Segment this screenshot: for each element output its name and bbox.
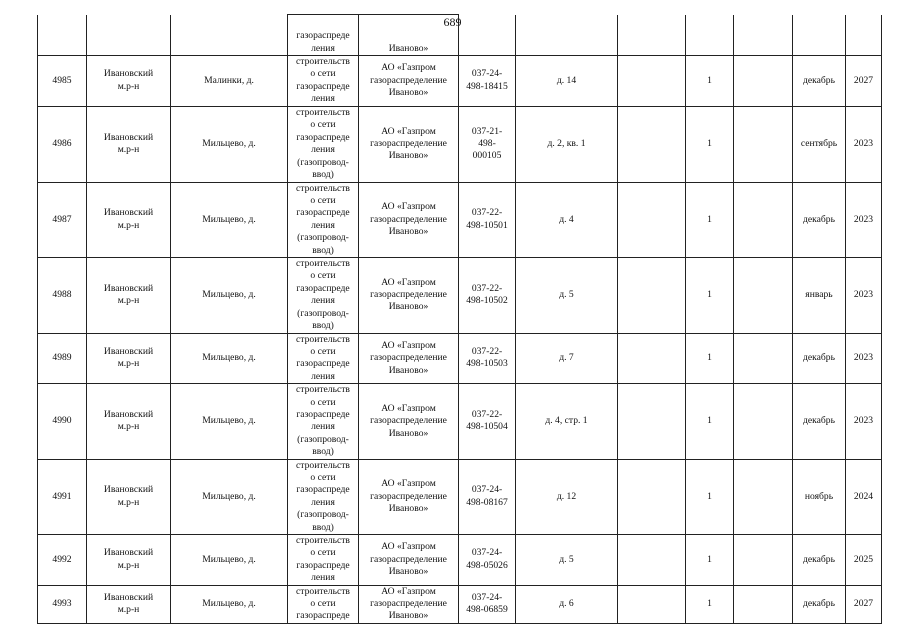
table-row bbox=[38, 182, 882, 257]
work-type-cell-line: (газопровод- bbox=[297, 232, 349, 244]
organization-cell-line: газораспределение bbox=[370, 415, 447, 427]
empty-cell bbox=[734, 182, 793, 257]
work-type-cell bbox=[288, 333, 359, 384]
settlement-cell: Мильцево, д. bbox=[171, 333, 288, 384]
month-cell: декабрь bbox=[793, 535, 846, 586]
empty-cell bbox=[734, 258, 793, 333]
district-cell-line: Ивановский bbox=[103, 408, 154, 420]
year-cell: 2024 bbox=[846, 459, 882, 534]
district-cell-line: Ивановский bbox=[103, 345, 154, 357]
count-cell: 1 bbox=[686, 384, 734, 459]
district-cell-line: м.р-н bbox=[117, 496, 140, 508]
address-cell: д. 2, кв. 1 bbox=[516, 106, 618, 182]
work-type-cell-line: строительств bbox=[296, 106, 350, 118]
empty-cell bbox=[618, 459, 686, 534]
month-cell: ноябрь bbox=[793, 459, 846, 534]
empty-cell bbox=[618, 15, 686, 56]
cadastral-cell-line: 498- bbox=[478, 137, 496, 149]
cadastral-cell-line: 037-22- bbox=[471, 207, 503, 219]
empty-cell bbox=[618, 258, 686, 333]
cadastral-cell-line: 037-24- bbox=[471, 68, 503, 80]
organization-cell bbox=[359, 56, 459, 107]
table-row bbox=[38, 56, 882, 107]
organization-cell-line: АО «Газпром bbox=[381, 478, 436, 490]
work-type-cell-line: ления bbox=[311, 219, 335, 231]
organization-cell-line: газораспределение bbox=[370, 137, 447, 149]
work-type-cell bbox=[288, 384, 359, 459]
month-cell: декабрь bbox=[793, 333, 846, 384]
cadastral-cell bbox=[459, 384, 516, 459]
work-type-cell bbox=[288, 106, 359, 182]
year-cell: 2023 bbox=[846, 333, 882, 384]
work-type-cell-line: о сети bbox=[310, 547, 336, 559]
organization-cell-line: газораспределение bbox=[370, 213, 447, 225]
work-type-cell-line: газораспреде bbox=[296, 207, 350, 219]
work-type-cell bbox=[288, 535, 359, 586]
work-type-cell-line: газораспреде bbox=[296, 358, 350, 370]
organization-cell-line: Иваново» bbox=[388, 87, 429, 99]
work-type-cell-line: ления bbox=[311, 295, 335, 307]
district-cell-line: м.р-н bbox=[117, 604, 140, 616]
organization-cell-line: Иваново» bbox=[388, 364, 429, 376]
district-cell-line: м.р-н bbox=[117, 421, 140, 433]
cadastral-cell bbox=[459, 333, 516, 384]
work-type-cell-line: строительств bbox=[296, 333, 350, 345]
work-type-cell-line: о сети bbox=[310, 345, 336, 357]
year-cell: 2027 bbox=[846, 56, 882, 107]
organization-cell-line: АО «Газпром bbox=[381, 276, 436, 288]
cadastral-cell-line: 037-24- bbox=[471, 547, 503, 559]
table-row bbox=[38, 258, 882, 333]
work-type-cell bbox=[288, 182, 359, 257]
work-type-cell-line: о сети bbox=[310, 471, 336, 483]
organization-cell-line: газораспределение bbox=[370, 598, 447, 610]
count-cell: 1 bbox=[686, 258, 734, 333]
work-type-cell-line: газораспреде bbox=[296, 408, 350, 420]
table-row bbox=[38, 384, 882, 459]
year-cell: 2025 bbox=[846, 535, 882, 586]
work-type-cell-line: о сети bbox=[310, 195, 336, 207]
organization-cell bbox=[359, 384, 459, 459]
work-type-cell-line: ления bbox=[311, 93, 335, 105]
cadastral-cell-line: 000105 bbox=[472, 150, 502, 162]
table-body bbox=[38, 15, 882, 624]
address-cell: д. 7 bbox=[516, 333, 618, 384]
district-cell bbox=[87, 258, 171, 333]
year-cell: 2023 bbox=[846, 258, 882, 333]
district-cell bbox=[87, 535, 171, 586]
district-cell-line: м.р-н bbox=[117, 295, 140, 307]
empty-cell bbox=[171, 15, 288, 56]
row-number-cell: 4993 bbox=[38, 585, 87, 623]
month-cell: декабрь bbox=[793, 56, 846, 107]
cadastral-cell-line: 037-22- bbox=[471, 408, 503, 420]
organization-cell-line: АО «Газпром bbox=[381, 541, 436, 553]
settlement-cell: Мильцево, д. bbox=[171, 106, 288, 182]
empty-cell bbox=[734, 15, 793, 56]
organization-cell bbox=[359, 535, 459, 586]
work-type-cell bbox=[288, 258, 359, 333]
count-cell: 1 bbox=[686, 333, 734, 384]
month-cell: декабрь bbox=[793, 384, 846, 459]
work-type-cell bbox=[288, 15, 359, 56]
work-type-cell-line: (газопровод- bbox=[297, 509, 349, 521]
work-type-cell-line: газораспреде bbox=[296, 131, 350, 143]
work-type-cell-line: ления bbox=[311, 496, 335, 508]
organization-cell-line: Иваново» bbox=[388, 150, 429, 162]
organization-cell bbox=[359, 182, 459, 257]
empty-cell bbox=[618, 535, 686, 586]
organization-cell-line: Иваново» bbox=[388, 566, 429, 578]
district-cell-line: Ивановский bbox=[103, 282, 154, 294]
work-type-cell-line: ления bbox=[311, 144, 335, 156]
settlement-cell: Мильцево, д. bbox=[171, 459, 288, 534]
address-cell: д. 6 bbox=[516, 585, 618, 623]
empty-cell bbox=[734, 459, 793, 534]
district-cell bbox=[87, 585, 171, 623]
settlement-cell: Мильцево, д. bbox=[171, 535, 288, 586]
row-number-cell: 4992 bbox=[38, 535, 87, 586]
empty-cell bbox=[618, 384, 686, 459]
address-cell: д. 14 bbox=[516, 56, 618, 107]
district-cell-line: м.р-н bbox=[117, 144, 140, 156]
empty-cell bbox=[459, 15, 516, 56]
work-type-cell-line: ввод) bbox=[312, 320, 334, 332]
organization-cell-line: АО «Газпром bbox=[381, 585, 436, 597]
count-cell: 1 bbox=[686, 535, 734, 586]
work-type-cell-line: ввод) bbox=[312, 521, 334, 533]
district-cell-line: м.р-н bbox=[117, 219, 140, 231]
organization-cell-line: АО «Газпром bbox=[381, 201, 436, 213]
work-type-cell-line: строительств bbox=[296, 258, 350, 270]
organization-cell bbox=[359, 106, 459, 182]
organization-cell-line: Иваново» bbox=[388, 226, 429, 238]
month-cell: январь bbox=[793, 258, 846, 333]
empty-cell bbox=[734, 106, 793, 182]
district-cell-line: Ивановский bbox=[103, 591, 154, 603]
work-type-cell bbox=[288, 585, 359, 623]
organization-cell bbox=[359, 258, 459, 333]
district-cell-line: м.р-н bbox=[117, 559, 140, 571]
row-number-cell: 4985 bbox=[38, 56, 87, 107]
organization-cell bbox=[359, 333, 459, 384]
work-type-cell-line: ления bbox=[311, 572, 335, 584]
year-cell: 2023 bbox=[846, 106, 882, 182]
work-type-cell-line: ввод) bbox=[312, 446, 334, 458]
work-type-cell-line: ления bbox=[311, 42, 335, 54]
work-type-cell bbox=[288, 56, 359, 107]
row-number-cell: 4987 bbox=[38, 182, 87, 257]
organization-cell-line: газораспределение bbox=[370, 553, 447, 565]
empty-cell bbox=[734, 56, 793, 107]
cadastral-cell bbox=[459, 182, 516, 257]
cadastral-cell-line: 498-05026 bbox=[466, 559, 508, 571]
table-row bbox=[38, 459, 882, 534]
organization-cell-line: газораспределение bbox=[370, 74, 447, 86]
empty-cell bbox=[618, 182, 686, 257]
cadastral-cell-line: 498-10503 bbox=[466, 358, 508, 370]
district-cell-line: Ивановский bbox=[103, 207, 154, 219]
work-type-cell-line: газораспреде bbox=[296, 30, 350, 42]
month-cell: декабрь bbox=[793, 182, 846, 257]
month-cell: сентябрь bbox=[793, 106, 846, 182]
cadastral-cell-line: 498-06859 bbox=[466, 604, 508, 616]
organization-cell-line: газораспределение bbox=[370, 289, 447, 301]
cadastral-cell bbox=[459, 585, 516, 623]
cadastral-cell bbox=[459, 535, 516, 586]
empty-cell bbox=[734, 535, 793, 586]
settlement-cell: Мильцево, д. bbox=[171, 258, 288, 333]
cadastral-cell bbox=[459, 459, 516, 534]
district-cell bbox=[87, 333, 171, 384]
work-type-cell-line: о сети bbox=[310, 396, 336, 408]
cadastral-cell-line: 498-10502 bbox=[466, 295, 508, 307]
work-type-cell-line: о сети bbox=[310, 68, 336, 80]
row-number-cell: 4988 bbox=[38, 258, 87, 333]
organization-cell bbox=[359, 459, 459, 534]
organization-cell-line: АО «Газпром bbox=[381, 125, 436, 137]
work-type-cell-line: ввод) bbox=[312, 168, 334, 180]
organization-cell bbox=[359, 585, 459, 623]
cadastral-cell-line: 037-24- bbox=[471, 591, 503, 603]
organization-cell-line: АО «Газпром bbox=[381, 62, 436, 74]
district-cell-line: м.р-н bbox=[117, 80, 140, 92]
table-row bbox=[38, 585, 882, 623]
work-type-cell-line: ления bbox=[311, 421, 335, 433]
work-type-cell-line: газораспреде bbox=[296, 282, 350, 294]
district-cell-line: Ивановский bbox=[103, 68, 154, 80]
district-cell-line: Ивановский bbox=[103, 131, 154, 143]
cadastral-cell-line: 037-22- bbox=[471, 345, 503, 357]
work-type-cell-line: строительств bbox=[296, 384, 350, 396]
work-type-cell-line: (газопровод- bbox=[297, 433, 349, 445]
work-type-cell-line: (газопровод- bbox=[297, 307, 349, 319]
district-cell bbox=[87, 56, 171, 107]
district-cell bbox=[87, 384, 171, 459]
cadastral-cell bbox=[459, 56, 516, 107]
cadastral-cell-line: 498-10504 bbox=[466, 421, 508, 433]
work-type-cell-line: ввод) bbox=[312, 244, 334, 256]
row-number-cell: 4989 bbox=[38, 333, 87, 384]
address-cell: д. 4 bbox=[516, 182, 618, 257]
address-cell: д. 4, стр. 1 bbox=[516, 384, 618, 459]
month-cell: декабрь bbox=[793, 585, 846, 623]
organization-cell bbox=[359, 15, 459, 56]
address-cell: д. 5 bbox=[516, 258, 618, 333]
empty-cell bbox=[87, 15, 171, 56]
row-number-cell: 4991 bbox=[38, 459, 87, 534]
count-cell: 1 bbox=[686, 182, 734, 257]
settlement-cell: Мильцево, д. bbox=[171, 585, 288, 623]
empty-cell bbox=[618, 56, 686, 107]
year-cell: 2027 bbox=[846, 585, 882, 623]
empty-cell bbox=[516, 15, 618, 56]
count-cell: 1 bbox=[686, 56, 734, 107]
work-type-cell-line: строительств bbox=[296, 535, 350, 546]
table-row bbox=[38, 106, 882, 182]
gasification-registry-table bbox=[37, 14, 882, 624]
address-cell: д. 12 bbox=[516, 459, 618, 534]
settlement-cell: Малинки, д. bbox=[171, 56, 288, 107]
empty-cell bbox=[618, 106, 686, 182]
settlement-cell: Мильцево, д. bbox=[171, 384, 288, 459]
cadastral-cell bbox=[459, 106, 516, 182]
empty-cell bbox=[38, 15, 87, 56]
empty-cell bbox=[734, 333, 793, 384]
cadastral-cell-line: 037-24- bbox=[471, 484, 503, 496]
empty-cell bbox=[734, 384, 793, 459]
empty-cell bbox=[793, 15, 846, 56]
district-cell-line: м.р-н bbox=[117, 358, 140, 370]
empty-cell bbox=[618, 333, 686, 384]
row-number-cell: 4990 bbox=[38, 384, 87, 459]
organization-cell-line: Иваново» bbox=[388, 42, 429, 54]
table-row bbox=[38, 333, 882, 384]
settlement-cell: Мильцево, д. bbox=[171, 182, 288, 257]
work-type-cell-line: строительств bbox=[296, 585, 350, 597]
year-cell: 2023 bbox=[846, 384, 882, 459]
empty-cell bbox=[686, 15, 734, 56]
organization-cell-line: Иваново» bbox=[388, 502, 429, 514]
cadastral-cell-line: 498-18415 bbox=[466, 80, 508, 92]
work-type-cell-line: газораспреде bbox=[296, 559, 350, 571]
work-type-cell-line: газораспреде bbox=[296, 80, 350, 92]
work-type-cell-line: о сети bbox=[310, 598, 336, 610]
cadastral-cell-line: 498-08167 bbox=[466, 496, 508, 508]
work-type-cell bbox=[288, 459, 359, 534]
organization-cell-line: газораспределение bbox=[370, 490, 447, 502]
count-cell: 1 bbox=[686, 585, 734, 623]
work-type-cell-line: строительств bbox=[296, 182, 350, 194]
empty-cell bbox=[618, 585, 686, 623]
cadastral-cell-line: 037-22- bbox=[471, 282, 503, 294]
organization-cell-line: АО «Газпром bbox=[381, 402, 436, 414]
empty-cell bbox=[846, 15, 882, 56]
cadastral-cell bbox=[459, 258, 516, 333]
address-cell: д. 5 bbox=[516, 535, 618, 586]
work-type-cell-line: строительств bbox=[296, 459, 350, 471]
district-cell bbox=[87, 459, 171, 534]
continuation-row bbox=[38, 15, 882, 56]
count-cell: 1 bbox=[686, 106, 734, 182]
work-type-cell-line: о сети bbox=[310, 119, 336, 131]
empty-cell bbox=[734, 585, 793, 623]
cadastral-cell-line: 037-21- bbox=[471, 125, 503, 137]
work-type-cell-line: строительств bbox=[296, 56, 350, 67]
count-cell: 1 bbox=[686, 459, 734, 534]
work-type-cell-line: газораспреде bbox=[296, 484, 350, 496]
work-type-cell-line: о сети bbox=[310, 270, 336, 282]
page-number: 689 bbox=[443, 15, 462, 29]
organization-cell-line: газораспределение bbox=[370, 352, 447, 364]
organization-cell-line: Иваново» bbox=[388, 301, 429, 313]
work-type-cell-line: (газопровод- bbox=[297, 156, 349, 168]
district-cell bbox=[87, 106, 171, 182]
district-cell-line: Ивановский bbox=[103, 484, 154, 496]
district-cell-line: Ивановский bbox=[103, 547, 154, 559]
organization-cell-line: Иваново» bbox=[388, 610, 429, 622]
work-type-cell-line: ления bbox=[311, 370, 335, 382]
organization-cell-line: АО «Газпром bbox=[381, 339, 436, 351]
district-cell bbox=[87, 182, 171, 257]
year-cell: 2023 bbox=[846, 182, 882, 257]
cadastral-cell-line: 498-10501 bbox=[466, 219, 508, 231]
work-type-cell-line: газораспреде bbox=[296, 610, 350, 622]
organization-cell-line: Иваново» bbox=[388, 427, 429, 439]
table-row bbox=[38, 535, 882, 586]
row-number-cell: 4986 bbox=[38, 106, 87, 182]
